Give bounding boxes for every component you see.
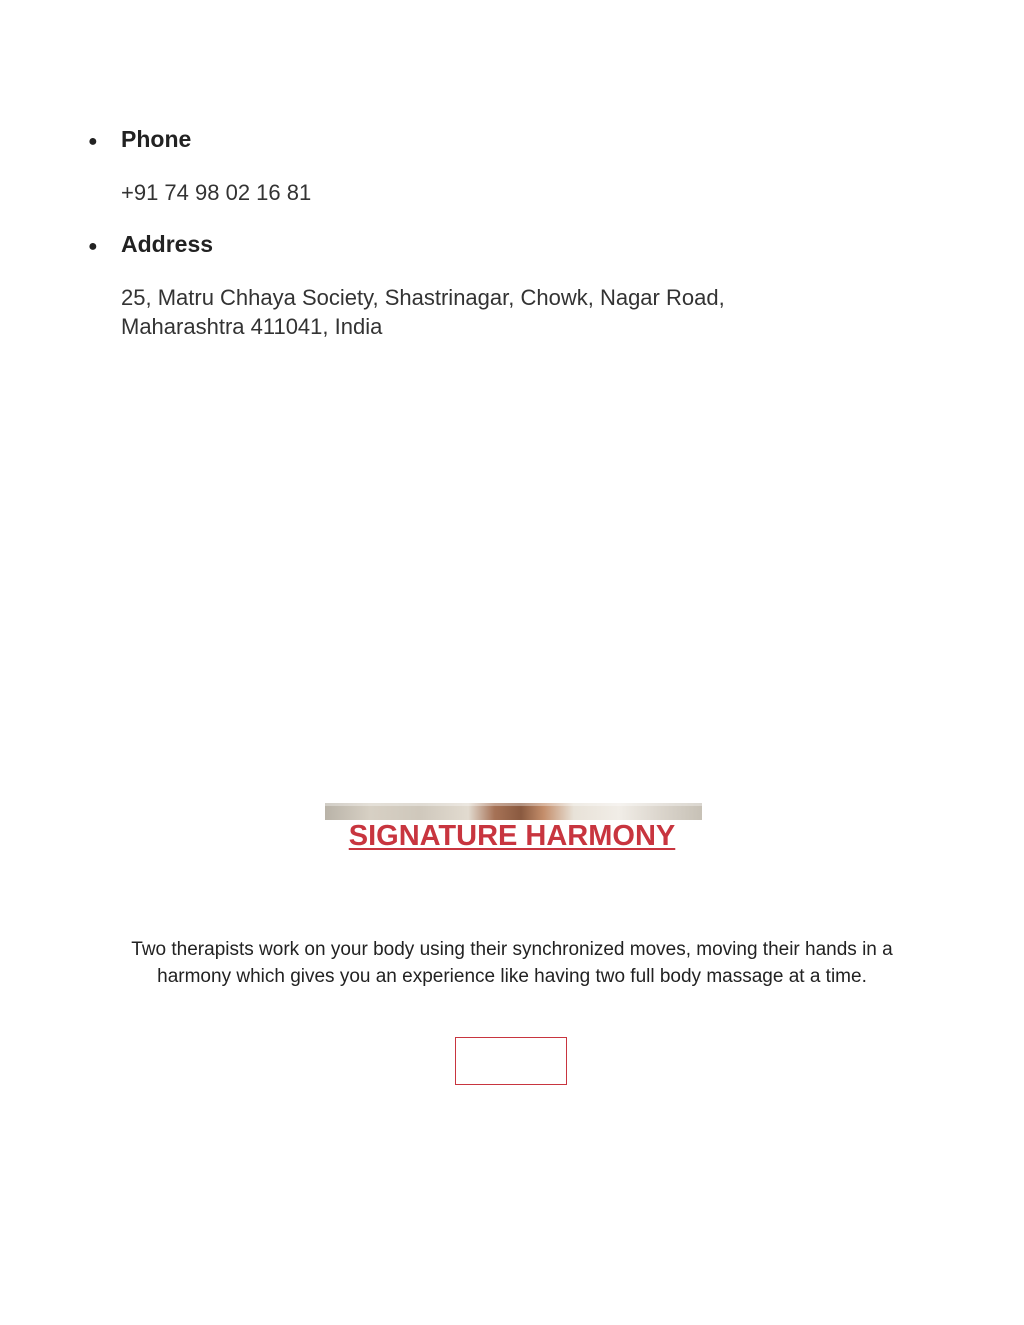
phone-number[interactable]: +91 74 98 02 16 81 [121, 180, 312, 205]
service-photo [325, 803, 702, 820]
address-line-2: Maharashtra 411041, India [121, 314, 383, 339]
service-title-link[interactable]: SIGNATURE HARMONY [348, 820, 676, 852]
service-action-button[interactable] [455, 1037, 567, 1085]
phone-heading: Phone [121, 126, 192, 152]
service-description: Two therapists work on your body using their synchronized moves, moving their hands in a harmony which gives you an experience like having two full body massage at a time. [131, 939, 893, 987]
service-title [0, 820, 1024, 853]
address-heading: Address [121, 231, 214, 257]
bullet-icon: ● [88, 133, 98, 150]
bullet-icon: ● [88, 238, 98, 255]
address-line-1: 25, Matru Chhaya Society, Shastrinagar, Chowk, Nagar Road, [121, 285, 725, 310]
